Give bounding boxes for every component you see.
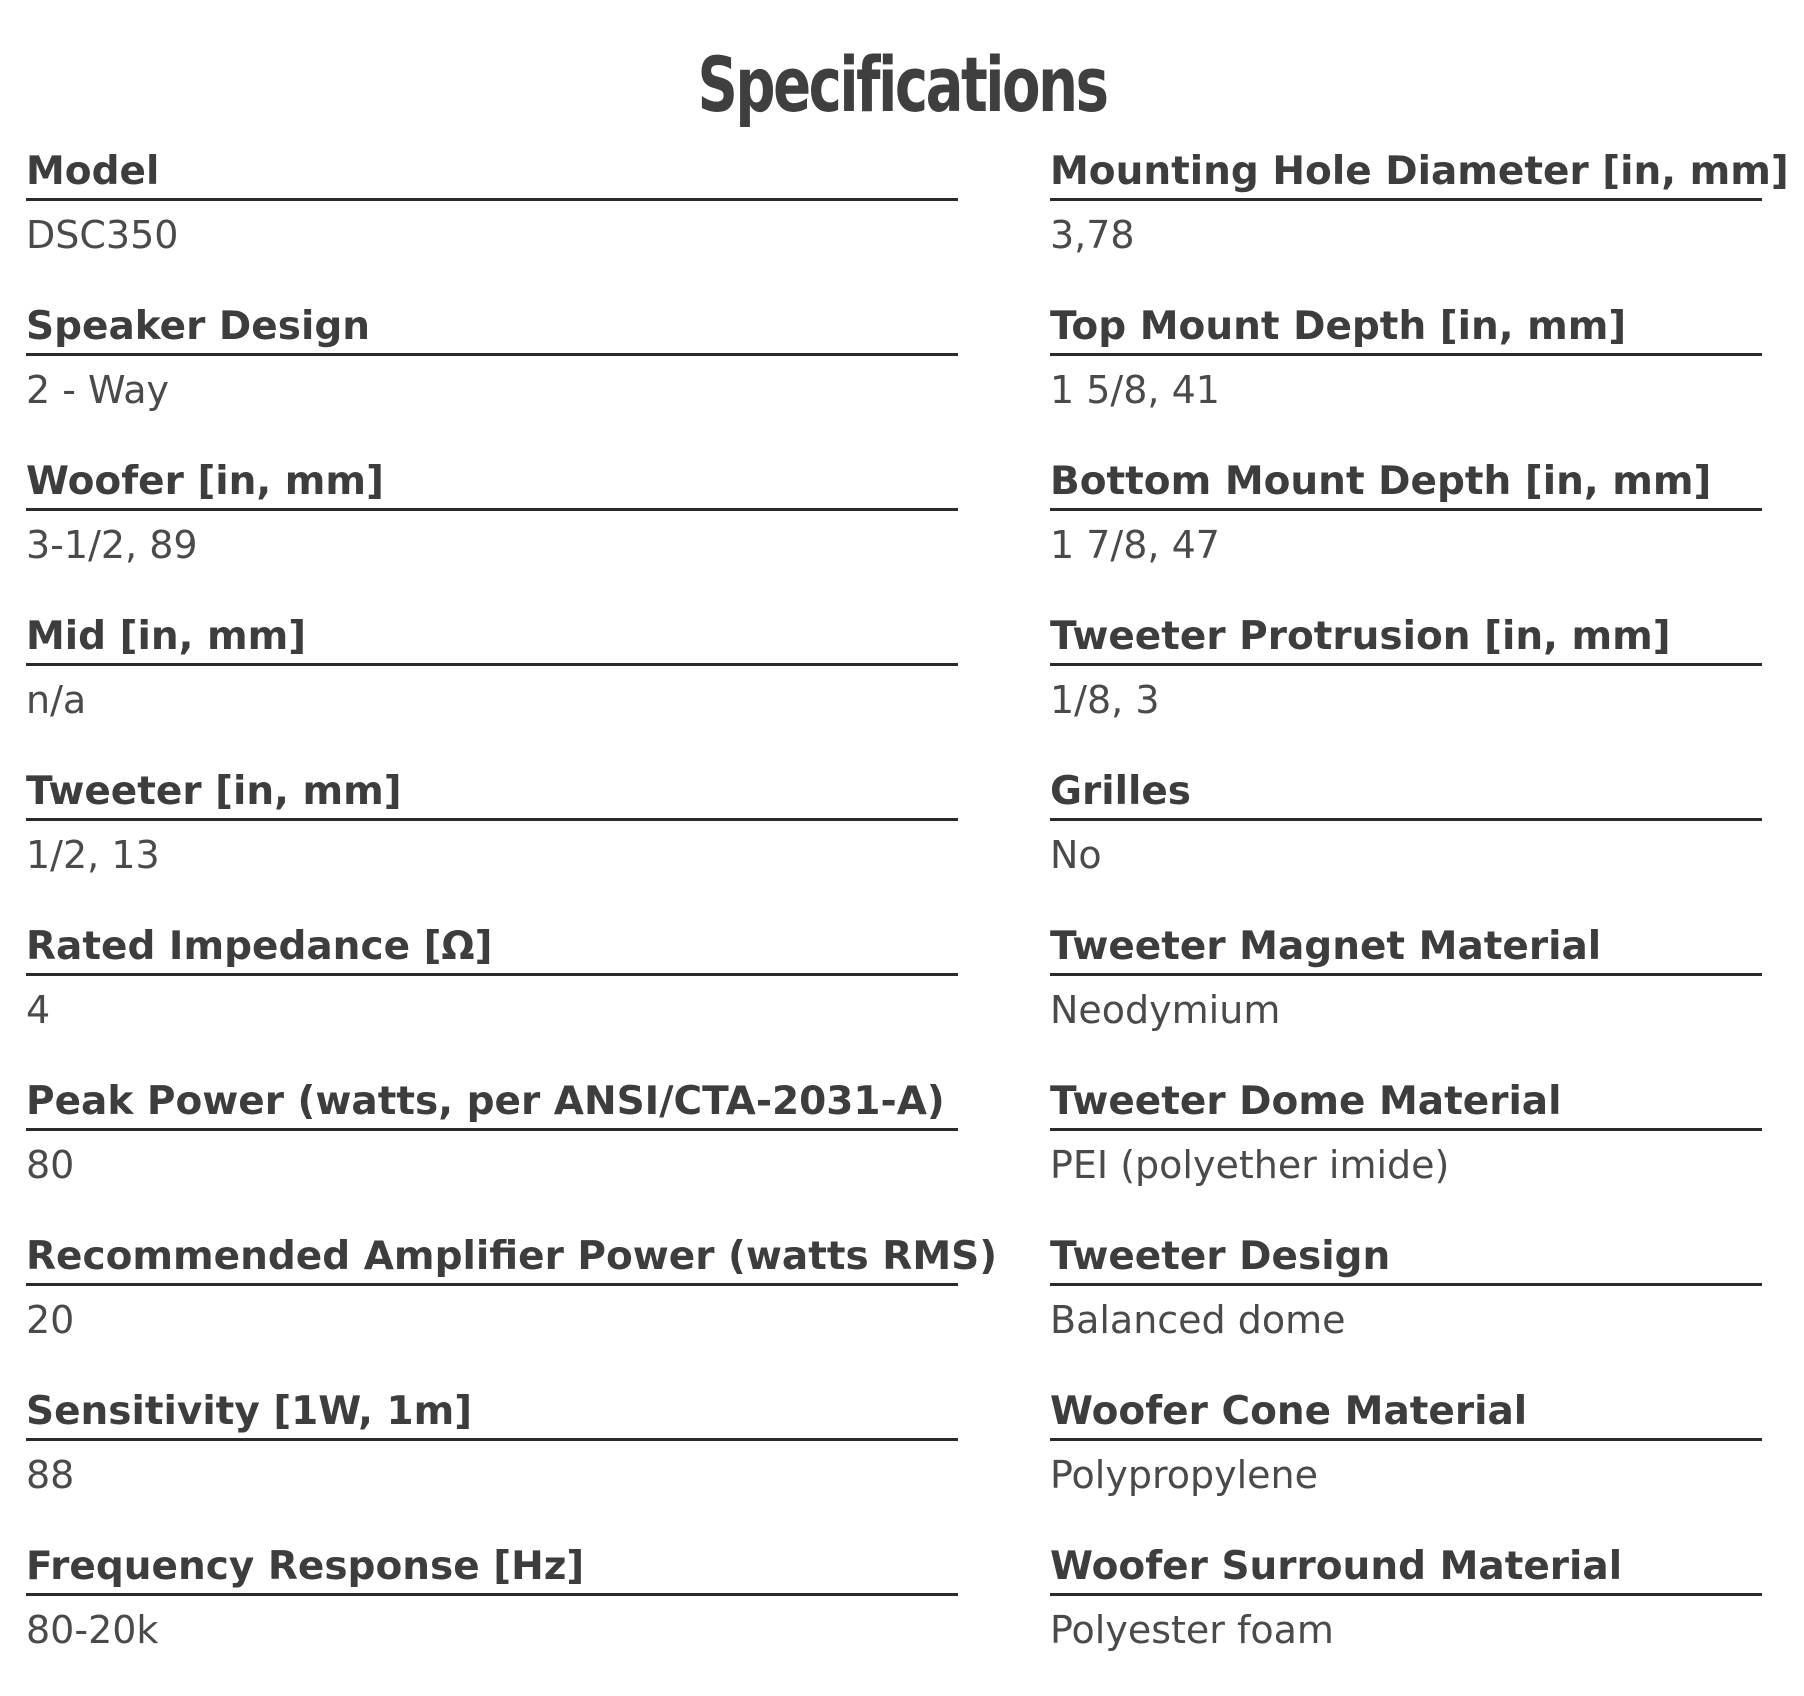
spec-label: Speaker Design — [26, 301, 958, 356]
spec-label: Top Mount Depth [in, mm] — [1050, 301, 1762, 356]
spec-value: 3-1/2, 89 — [26, 523, 198, 567]
spec-woofer — [26, 456, 958, 611]
spec-model — [26, 146, 958, 301]
spec-label: Bottom Mount Depth [in, mm] — [1050, 456, 1762, 511]
spec-bottom-mount-depth — [1050, 456, 1762, 611]
spec-value: 80-20k — [26, 1608, 159, 1652]
spec-label: Mounting Hole Diameter [in, mm] — [1050, 146, 1762, 201]
spec-rated-impedance — [26, 921, 958, 1076]
page-title: Specifications — [697, 39, 1107, 129]
spec-value: 20 — [26, 1298, 75, 1342]
spec-label: Peak Power (watts, per ANSI/CTA-2031-A) — [26, 1076, 958, 1131]
spec-top-mount-depth — [1050, 301, 1762, 456]
spec-value: 4 — [26, 988, 51, 1032]
spec-value: 1 7/8, 47 — [1050, 523, 1220, 567]
spec-value: 1/2, 13 — [26, 833, 160, 877]
spec-value: 3,78 — [1050, 213, 1135, 257]
spec-label: Woofer Surround Material — [1050, 1541, 1762, 1596]
spec-label: Tweeter Design — [1050, 1231, 1762, 1286]
spec-value: 80 — [26, 1143, 75, 1187]
spec-label: Recommended Amplifier Power (watts RMS) — [26, 1231, 958, 1286]
spec-tweeter-magnet-material — [1050, 921, 1762, 1076]
spec-peak-power — [26, 1076, 958, 1231]
spec-mid — [26, 611, 958, 766]
spec-label: Woofer [in, mm] — [26, 456, 958, 511]
spec-label: Rated Impedance [Ω] — [26, 921, 958, 976]
specs-right-column — [1050, 146, 1789, 1696]
spec-value: 1/8, 3 — [1050, 678, 1160, 722]
spec-woofer-cone-material — [1050, 1386, 1762, 1541]
spec-value: PEI (polyether imide) — [1050, 1143, 1450, 1187]
spec-sensitivity — [26, 1386, 958, 1541]
spec-value: 88 — [26, 1453, 75, 1497]
spec-tweeter-dome-material — [1050, 1076, 1762, 1231]
spec-label: Frequency Response [Hz] — [26, 1541, 958, 1596]
specs-left-column — [26, 146, 998, 1696]
spec-value: Polyester foam — [1050, 1608, 1334, 1652]
spec-value: No — [1050, 833, 1102, 877]
spec-grilles — [1050, 766, 1762, 921]
spec-label: Sensitivity [1W, 1m] — [26, 1386, 958, 1441]
spec-value: DSC350 — [26, 213, 179, 257]
spec-label: Tweeter Protrusion [in, mm] — [1050, 611, 1762, 666]
spec-value: 2 - Way — [26, 368, 169, 412]
spec-value: Neodymium — [1050, 988, 1281, 1032]
spec-value: 1 5/8, 41 — [1050, 368, 1220, 412]
spec-label: Tweeter Dome Material — [1050, 1076, 1762, 1131]
spec-speaker-design — [26, 301, 958, 456]
spec-label: Model — [26, 146, 958, 201]
spec-recommended-amplifier-power — [26, 1231, 998, 1386]
spec-woofer-surround-material — [1050, 1541, 1762, 1696]
spec-value: n/a — [26, 678, 87, 722]
spec-mounting-hole-diameter — [1050, 146, 1789, 301]
spec-value: Polypropylene — [1050, 1453, 1319, 1497]
spec-label: Mid [in, mm] — [26, 611, 958, 666]
spec-tweeter — [26, 766, 958, 921]
spec-label: Tweeter Magnet Material — [1050, 921, 1762, 976]
spec-label: Woofer Cone Material — [1050, 1386, 1762, 1441]
spec-label: Tweeter [in, mm] — [26, 766, 958, 821]
spec-tweeter-design — [1050, 1231, 1762, 1386]
spec-label: Grilles — [1050, 766, 1762, 821]
spec-frequency-response — [26, 1541, 958, 1696]
spec-value: Balanced dome — [1050, 1298, 1346, 1342]
spec-tweeter-protrusion — [1050, 611, 1762, 766]
